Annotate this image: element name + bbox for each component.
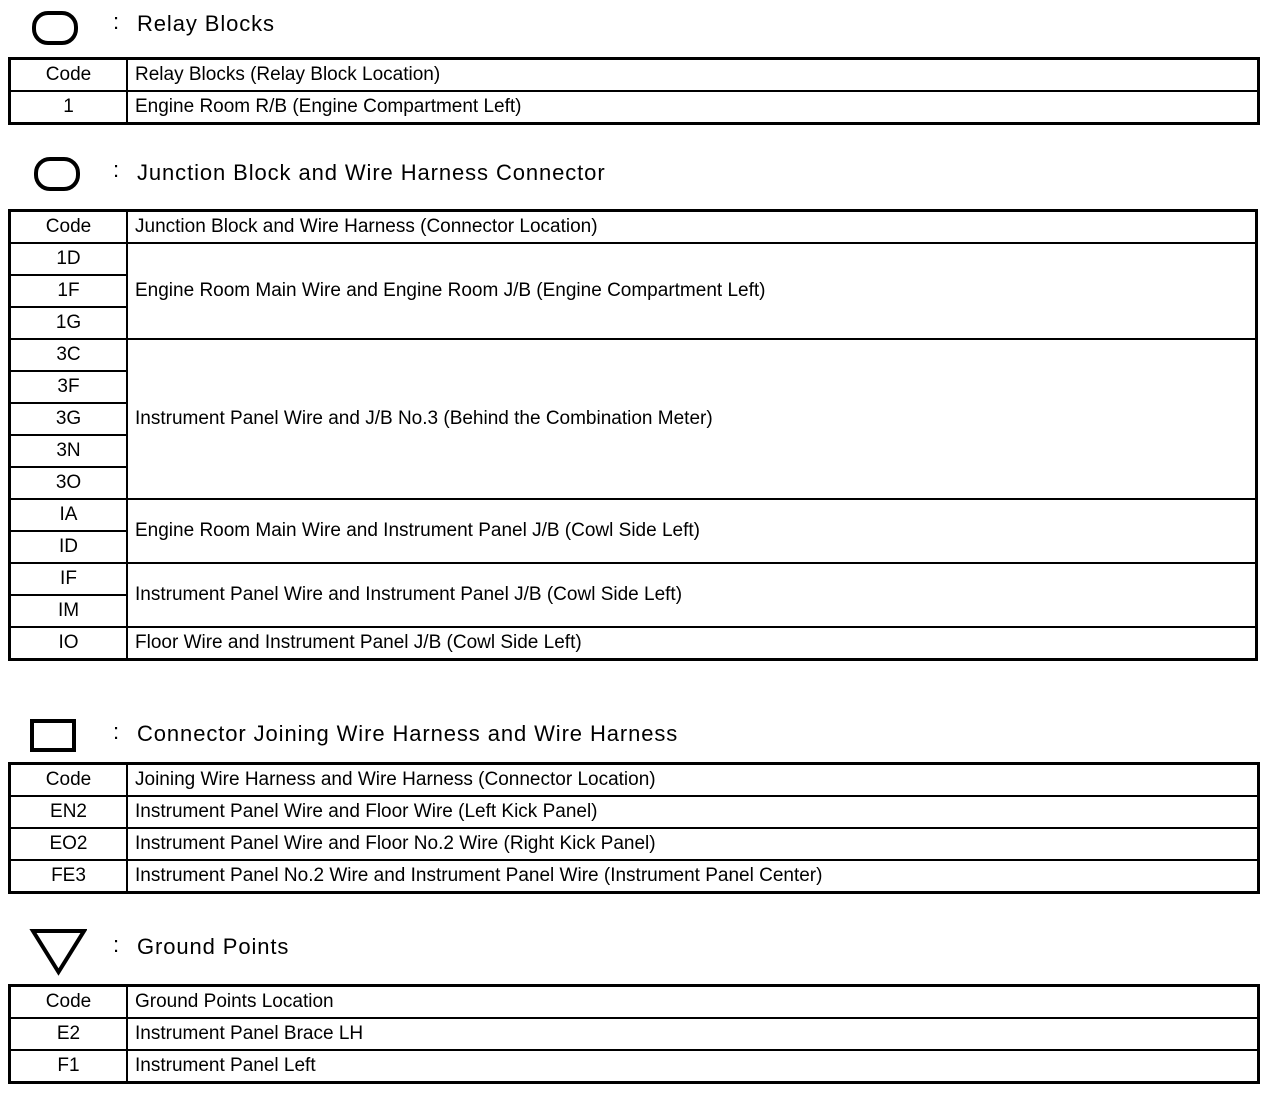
code-cell: IF bbox=[10, 563, 128, 595]
code-cell: 3G bbox=[10, 403, 128, 435]
location-cell: Engine Room R/B (Engine Compartment Left) bbox=[127, 91, 1259, 124]
table-row bbox=[10, 828, 1259, 860]
location-header: Relay Blocks (Relay Block Location) bbox=[127, 59, 1259, 92]
code-cell: 1G bbox=[10, 307, 128, 339]
table-row bbox=[10, 243, 1257, 275]
colon: : bbox=[113, 719, 120, 744]
rounded-rectangle-icon bbox=[32, 11, 80, 45]
table-header-row bbox=[10, 59, 1259, 92]
table-row bbox=[10, 1018, 1259, 1050]
section-title: Junction Block and Wire Harness Connector bbox=[137, 160, 606, 185]
location-cell: Engine Room Main Wire and Engine Room J/B (Engine Compartment Left) bbox=[127, 243, 1257, 339]
relay-blocks-table bbox=[8, 57, 1260, 125]
code-header: Code bbox=[10, 764, 128, 797]
table-row bbox=[10, 91, 1259, 124]
junction-block-table bbox=[8, 209, 1258, 661]
location-cell: Instrument Panel Wire and J/B No.3 (Behind the Combination Meter) bbox=[127, 339, 1257, 499]
table-row bbox=[10, 1050, 1259, 1083]
code-cell: 3N bbox=[10, 435, 128, 467]
location-header: Ground Points Location bbox=[127, 986, 1259, 1019]
location-cell: Instrument Panel Brace LH bbox=[127, 1018, 1259, 1050]
connector-joining-heading bbox=[0, 716, 1280, 756]
code-header: Code bbox=[10, 59, 128, 92]
section-title: Ground Points bbox=[137, 934, 290, 959]
table-row bbox=[10, 499, 1257, 531]
section-title: Connector Joining Wire Harness and Wire Harness bbox=[137, 721, 679, 746]
table-header-row bbox=[10, 986, 1259, 1019]
location-cell: Instrument Panel Wire and Floor No.2 Wire (Right Kick Panel) bbox=[127, 828, 1259, 860]
connector-joining-table bbox=[8, 762, 1260, 894]
triangle-down-icon bbox=[29, 928, 87, 978]
table-row bbox=[10, 796, 1259, 828]
table-row bbox=[10, 860, 1259, 893]
colon: : bbox=[113, 157, 120, 182]
ground-points-heading bbox=[0, 928, 1280, 968]
code-cell: FE3 bbox=[10, 860, 128, 893]
code-cell: IM bbox=[10, 595, 128, 627]
junction-block-heading bbox=[0, 154, 1280, 194]
rectangle-icon bbox=[29, 718, 79, 754]
code-cell: IO bbox=[10, 627, 128, 660]
code-cell: 3O bbox=[10, 467, 128, 499]
code-cell: ID bbox=[10, 531, 128, 563]
relay-blocks-heading bbox=[0, 6, 1280, 46]
code-cell: EO2 bbox=[10, 828, 128, 860]
location-cell: Instrument Panel Wire and Floor Wire (Left Kick Panel) bbox=[127, 796, 1259, 828]
code-cell: 3F bbox=[10, 371, 128, 403]
location-header: Junction Block and Wire Harness (Connector Location) bbox=[127, 211, 1257, 244]
code-cell: 1D bbox=[10, 243, 128, 275]
code-cell: F1 bbox=[10, 1050, 128, 1083]
location-cell: Engine Room Main Wire and Instrument Panel J/B (Cowl Side Left) bbox=[127, 499, 1257, 563]
location-cell: Instrument Panel Wire and Instrument Panel J/B (Cowl Side Left) bbox=[127, 563, 1257, 627]
colon: : bbox=[113, 9, 120, 34]
rounded-rectangle-icon bbox=[34, 157, 82, 191]
location-cell: Instrument Panel No.2 Wire and Instrument Panel Wire (Instrument Panel Center) bbox=[127, 860, 1259, 893]
table-header-row bbox=[10, 764, 1259, 797]
table-row bbox=[10, 339, 1257, 371]
location-cell: Floor Wire and Instrument Panel J/B (Cowl Side Left) bbox=[127, 627, 1257, 660]
table-header-row bbox=[10, 211, 1257, 244]
table-row bbox=[10, 627, 1257, 660]
code-cell: E2 bbox=[10, 1018, 128, 1050]
table-row bbox=[10, 563, 1257, 595]
code-cell: IA bbox=[10, 499, 128, 531]
code-cell: 1F bbox=[10, 275, 128, 307]
code-cell: EN2 bbox=[10, 796, 128, 828]
location-cell: Instrument Panel Left bbox=[127, 1050, 1259, 1083]
code-cell: 3C bbox=[10, 339, 128, 371]
code-cell: 1 bbox=[10, 91, 128, 124]
code-header: Code bbox=[10, 211, 128, 244]
section-title: Relay Blocks bbox=[137, 11, 275, 36]
location-header: Joining Wire Harness and Wire Harness (Connector Location) bbox=[127, 764, 1259, 797]
ground-points-table bbox=[8, 984, 1260, 1084]
colon: : bbox=[113, 932, 120, 957]
code-header: Code bbox=[10, 986, 128, 1019]
